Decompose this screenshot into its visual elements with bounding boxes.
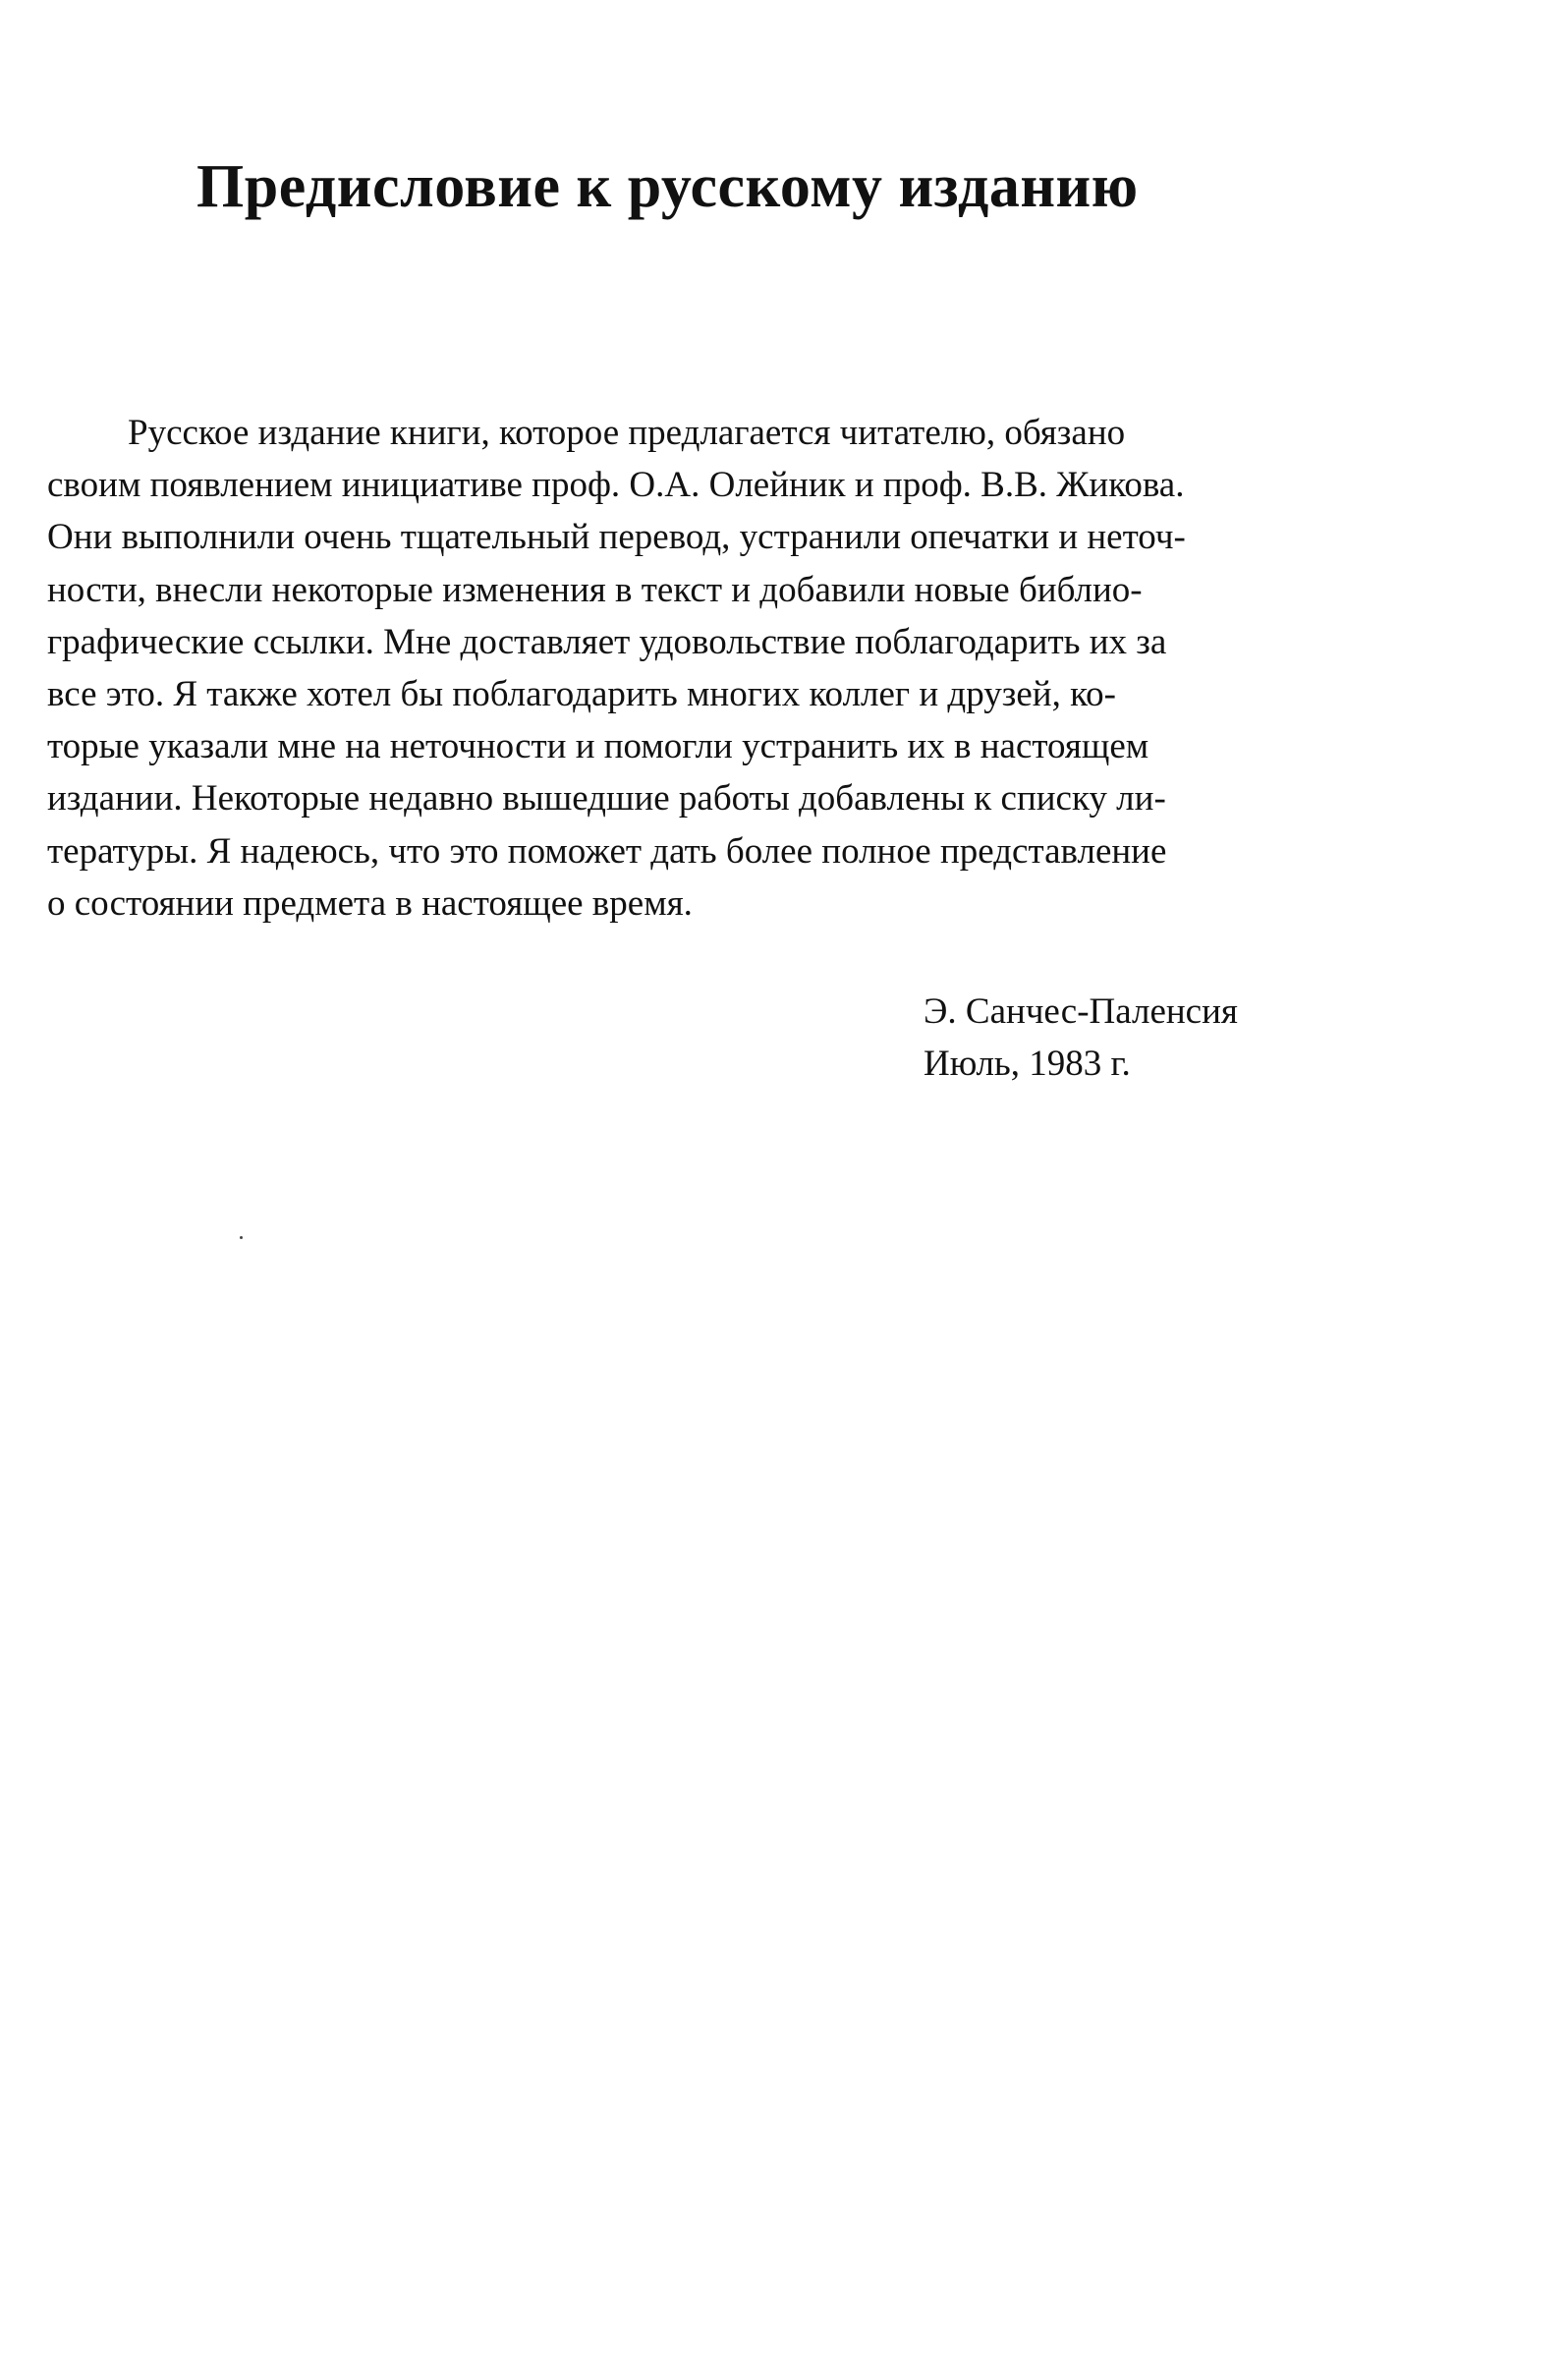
- paragraph-line: о состоянии предмета в настоящее время.: [47, 882, 693, 924]
- paragraph-line: торые указали мне на неточности и помогли устранить их в настоящем: [47, 726, 1149, 767]
- signature-block: [924, 986, 1415, 1090]
- paragraph-line: все это. Я также хотел бы поблагодарить многих коллег и друзей, ко-: [47, 674, 1116, 715]
- paragraph-line: Русское издание книги, которое предлагается читателю, обязано: [128, 413, 1126, 453]
- paragraph-line: тературы. Я надеюсь, что это поможет дать более полное представление: [47, 830, 1167, 872]
- paragraph-line: издании. Некоторые недавно вышедшие работы добавлены к списку ли-: [47, 778, 1166, 820]
- scan-speck: [240, 1236, 243, 1239]
- signature-author: Э. Санчес-Паленсия: [924, 991, 1238, 1032]
- paragraph-line: графические ссылки. Мне доставляет удовольствие поблагодарить их за: [47, 621, 1167, 662]
- page-title: Предисловие к русскому изданию: [196, 153, 1139, 220]
- paragraph-line: своим появлением инициативе проф. О.А. Олейник и проф. В.В. Жикова.: [47, 465, 1185, 506]
- paragraph-line: ности, внесли некоторые изменения в текст и добавили новые библио-: [47, 569, 1143, 610]
- signature-date: Июль, 1983 г.: [924, 1044, 1131, 1084]
- preface-paragraph: [47, 407, 1423, 930]
- paragraph-line: Они выполнили очень тщательный перевод, устранили опечатки и неточ-: [47, 517, 1186, 558]
